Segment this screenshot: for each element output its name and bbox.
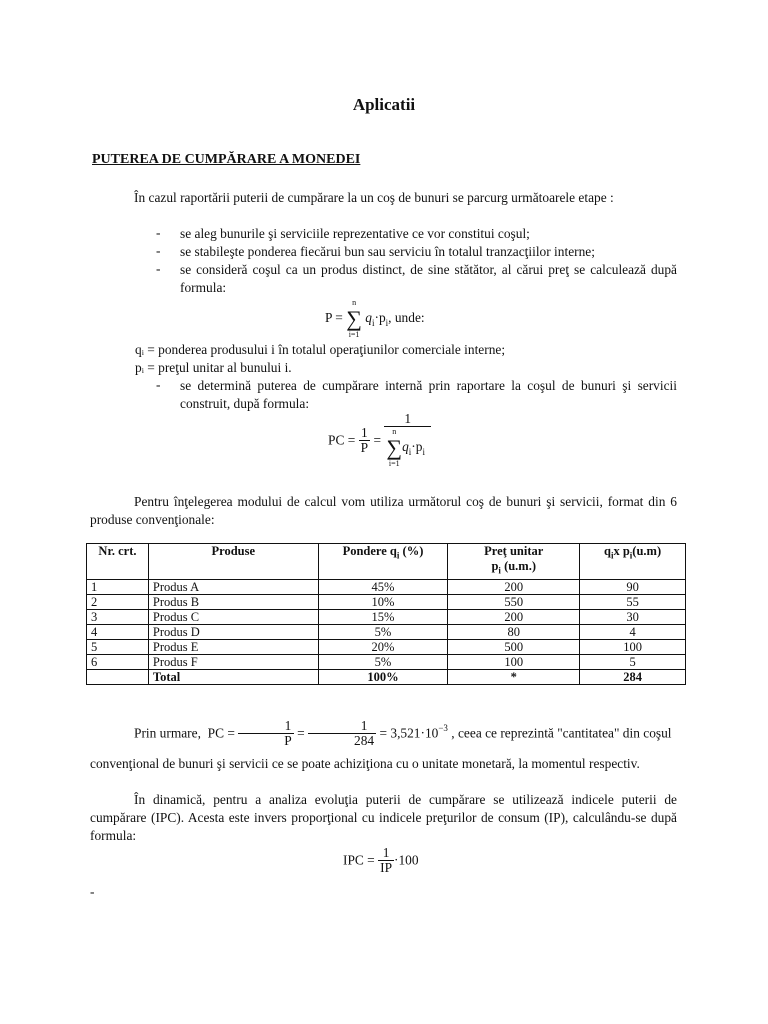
table-cell: 20% <box>318 639 448 654</box>
table-cell <box>87 669 149 684</box>
table-cell: Produs B <box>148 594 318 609</box>
table-cell: 500 <box>448 639 580 654</box>
table-row <box>87 624 686 639</box>
bullet-dash: - <box>156 243 161 258</box>
bullet-dash: - <box>156 225 161 240</box>
table-cell: Total <box>148 669 318 684</box>
table-header-row <box>87 544 686 580</box>
table-cell: 200 <box>448 609 580 624</box>
table-cell: 550 <box>448 594 580 609</box>
dynamics-paragraph: În dinamică, pentru a analiza evoluţia puterii de cumpărare se utilizează indicele puterii de cumpărare (IPC). Acesta este invers proporţional cu indicele preţurilor de consum (IP), calculându-se după formula: <box>90 792 677 843</box>
bullet-dash: - <box>156 377 161 392</box>
table-cell: 5% <box>318 624 448 639</box>
table-cell: 100% <box>318 669 448 684</box>
products-table <box>86 543 686 685</box>
table-cell: 15% <box>318 609 448 624</box>
header-nr: Nr. crt. <box>87 544 149 580</box>
table-cell: 284 <box>580 669 686 684</box>
header-pret: Preţ unitar $p_i$ (u.m.) <box>448 544 580 580</box>
table-row <box>87 594 686 609</box>
table-cell: 5 <box>87 639 149 654</box>
table-cell: 100 <box>448 654 580 669</box>
table-cell: 30 <box>580 609 686 624</box>
definition-p: pᵢ = preţul unitar al bunului i. <box>135 360 292 375</box>
table-total-row <box>87 669 686 684</box>
table-cell: 55 <box>580 594 686 609</box>
formula-ipc: IPC = $\frac{1}{IP}$ ·100 <box>343 845 419 875</box>
bullet-item-4: se determină puterea de cumpărare internă prin raportare la coşul de bunuri şi servicii construit, după formula: <box>180 378 677 411</box>
table-cell: 5 <box>580 654 686 669</box>
header-pondere: Pondere $q_i$ (%) <box>318 544 448 580</box>
trailing-dash: - <box>90 884 95 899</box>
table-row <box>87 639 686 654</box>
bullet-dash: - <box>156 261 161 276</box>
table-cell: Produs E <box>148 639 318 654</box>
table-cell: 100 <box>580 639 686 654</box>
section-heading: PUTEREA DE CUMPĂRARE A MONEDEI <box>92 152 361 167</box>
table-cell: Produs D <box>148 624 318 639</box>
header-produse: Produse <box>148 544 318 580</box>
bullet-item-3: se consideră coşul ca un produs distinct, de sine stătător, al cărui preţ se calculează după formula: <box>180 262 677 295</box>
table-row <box>87 579 686 594</box>
table-cell: 4 <box>580 624 686 639</box>
result-paragraph-line2: convenţional de bunuri şi servicii ce se poate achiziţiona cu o unitate monetară, la momentul respectiv. <box>90 756 640 771</box>
fraction-one-over-p: $\frac{1}{P}$ <box>360 425 369 455</box>
table-cell: 5% <box>318 654 448 669</box>
table-cell: 90 <box>580 579 686 594</box>
formula-lhs: P = <box>325 310 343 326</box>
table-cell: 200 <box>448 579 580 594</box>
table-cell: 45% <box>318 579 448 594</box>
table-cell: Produs A <box>148 579 318 594</box>
table-cell: * <box>448 669 580 684</box>
table-cell: 2 <box>87 594 149 609</box>
intro-paragraph: În cazul raportării puterii de cumpărare la un coş de bunuri se parcurg următoarele etape : <box>134 190 614 205</box>
formula-price-basket: P = n ∑ i=1 $q_i\cdot p_i$, unde: <box>325 298 425 339</box>
document-title: Aplicatii <box>352 95 416 114</box>
definition-q: qᵢ = ponderea produsului i în totalul operaţiunilor comerciale interne; <box>135 342 506 357</box>
table-row <box>87 654 686 669</box>
header-product: $q_ix$ $p_i(u.m)$ <box>580 544 686 580</box>
bullet-item-1: se aleg bunurile şi serviciile reprezentative ce vor constitui coşul; <box>180 226 530 241</box>
table-cell: 6 <box>87 654 149 669</box>
bullet-item-2: se stabileşte ponderea fiecărui bun sau serviciu în totalul tranzacţiilor interne; <box>180 244 595 259</box>
table-intro-paragraph: Pentru înţelegerea modului de calcul vom utiliza următorul coş de bunuri şi servicii, format din 6 produse convenţionale: <box>90 494 677 527</box>
formula-purchasing-power: PC = $\frac{1}{P}$ = 1 n ∑ i=1 $q_i\cdot p_i$ <box>328 412 431 469</box>
table-cell: 3 <box>87 609 149 624</box>
table-cell: 80 <box>448 624 580 639</box>
table-cell: 1 <box>87 579 149 594</box>
table-row <box>87 609 686 624</box>
sum-symbol: n ∑ i=1 <box>346 298 362 339</box>
table-cell: Produs F <box>148 654 318 669</box>
table-cell: 10% <box>318 594 448 609</box>
table-cell: Produs C <box>148 609 318 624</box>
fraction-one-over-sum: 1 n ∑ i=1 $q_i\cdot p_i$ <box>384 412 431 469</box>
result-paragraph-line1: Prin urmare, PC = $\frac{1}{P}$ = $\frac{1}{284}$ = $3,521\cdot 10^{-3}$ , ceea ce reprezintă "cantitatea" din coşul <box>134 718 672 748</box>
table-cell: 4 <box>87 624 149 639</box>
